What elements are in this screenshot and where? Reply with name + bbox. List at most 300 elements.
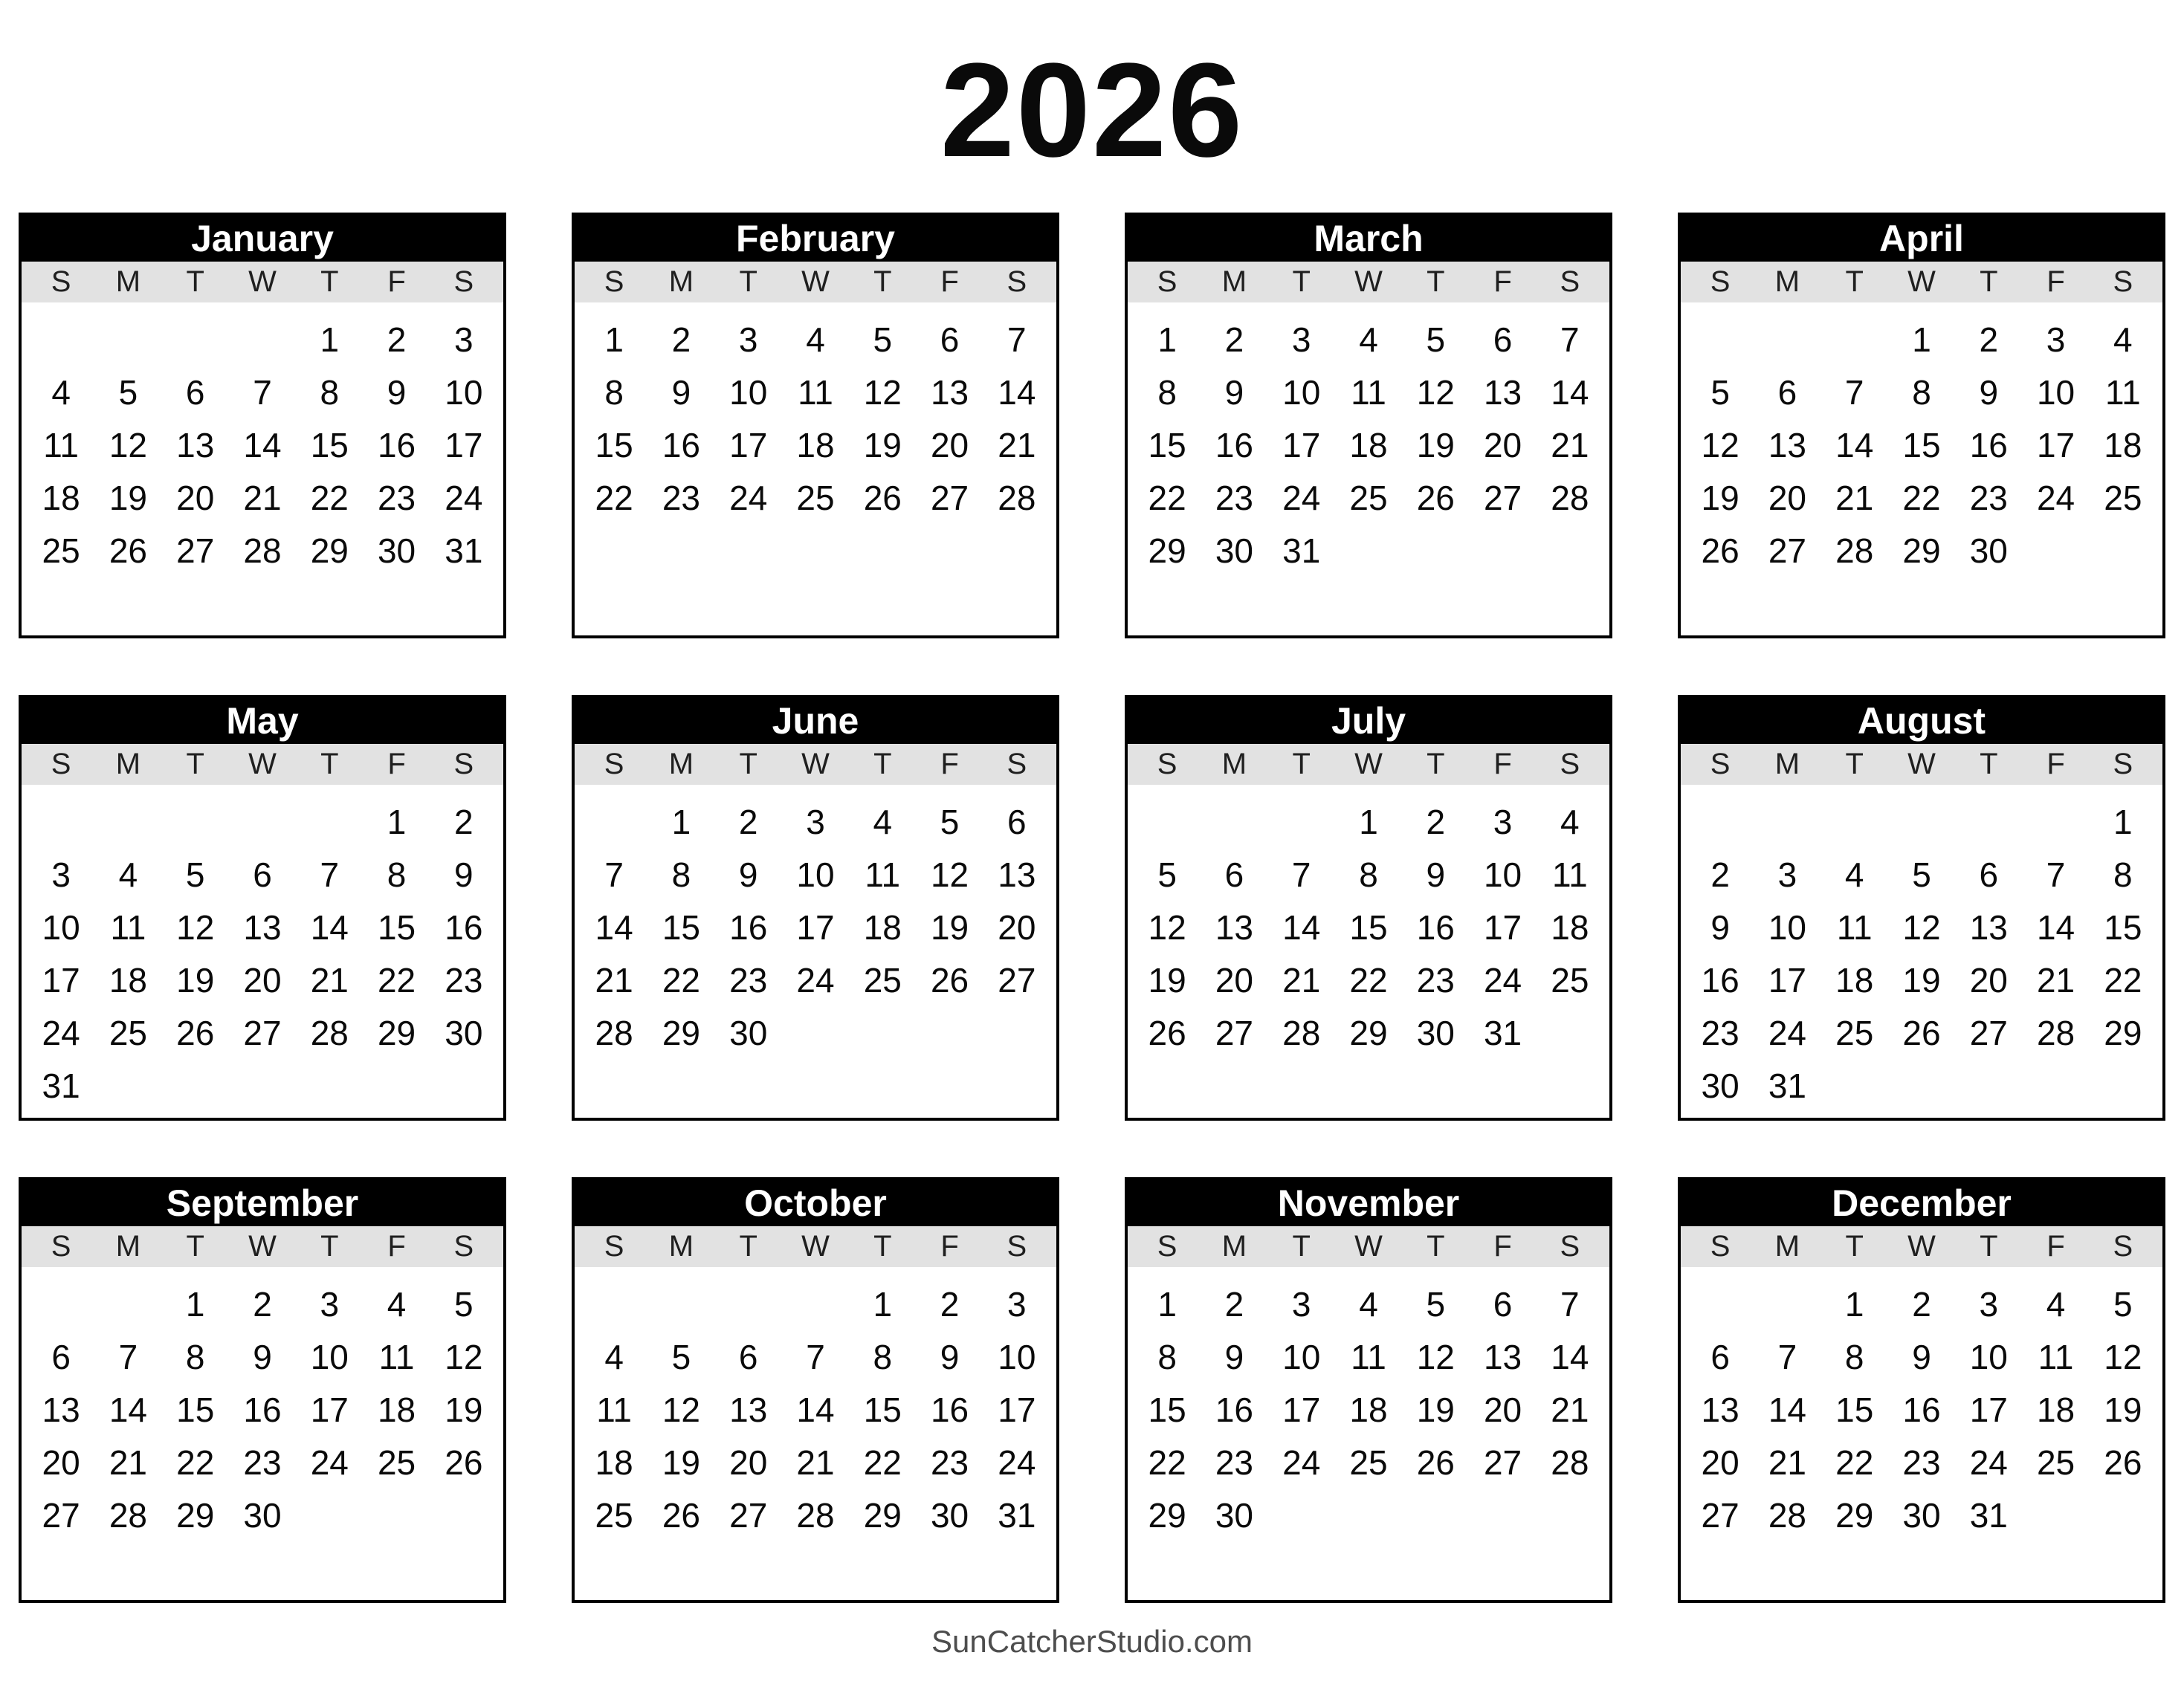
day-cell: 11 — [798, 372, 833, 412]
day-cell: 31 — [1768, 1066, 1806, 1105]
day-cell-empty — [2090, 524, 2156, 577]
weekday-label: W — [1907, 265, 1936, 298]
day-cell-empty — [1888, 577, 1955, 629]
day-cell: 29 — [176, 1495, 215, 1535]
weekday-label: T — [873, 265, 892, 298]
day-cell-empty — [782, 1278, 849, 1330]
weekday-label: S — [2113, 265, 2133, 298]
day-cell: 24 — [729, 478, 768, 517]
day-cell: 14 — [1282, 907, 1321, 947]
month-title: February — [575, 216, 1056, 262]
day-cell: 6 — [1493, 320, 1513, 359]
day-cell: 4 — [1560, 802, 1580, 841]
day-cell: 14 — [310, 907, 349, 947]
day-cell: 2 — [1912, 1284, 1931, 1324]
day-cell-empty — [363, 1541, 430, 1594]
day-cell: 18 — [109, 960, 147, 1000]
month-september — [19, 1177, 506, 1603]
day-cell: 16 — [729, 907, 768, 947]
days-grid — [1681, 302, 2162, 635]
day-cell: 17 — [1282, 425, 1321, 464]
day-cell: 11 — [865, 855, 901, 894]
day-cell: 31 — [1483, 1013, 1522, 1052]
day-cell-empty — [1402, 577, 1469, 629]
day-cell: 1 — [2113, 802, 2133, 841]
day-cell: 6 — [738, 1337, 758, 1376]
weekday-label: M — [115, 748, 141, 780]
day-cell: 1 — [1157, 1284, 1177, 1324]
day-cell: 10 — [796, 855, 835, 894]
weekday-label: S — [51, 1230, 71, 1263]
weekday-label: M — [1774, 748, 1800, 780]
day-cell-empty — [229, 313, 296, 366]
days-grid — [22, 302, 503, 635]
day-cell: 17 — [729, 425, 768, 464]
day-cell-empty — [782, 1541, 849, 1594]
day-cell-empty — [782, 1059, 849, 1112]
weekday-header — [575, 1226, 1056, 1267]
day-cell-empty — [94, 795, 161, 848]
day-cell: 16 — [1416, 907, 1455, 947]
day-cell-empty — [1335, 1059, 1402, 1112]
day-cell: 20 — [930, 425, 969, 464]
weekday-label: T — [739, 1230, 757, 1263]
day-cell-empty — [2090, 1059, 2156, 1112]
weekday-label: S — [604, 265, 624, 298]
weekday-label: F — [1493, 265, 1512, 298]
day-cell: 9 — [738, 855, 758, 894]
day-cell: 3 — [454, 320, 474, 359]
day-cell: 8 — [1157, 1337, 1177, 1376]
day-cell: 2 — [387, 320, 407, 359]
weekday-label: S — [1157, 265, 1177, 298]
weekday-header — [22, 1226, 503, 1267]
day-cell: 7 — [2046, 855, 2066, 894]
day-cell: 20 — [1483, 425, 1522, 464]
days-grid — [1681, 1267, 2162, 1600]
day-cell-empty — [916, 1059, 983, 1112]
day-cell-empty — [1134, 795, 1201, 848]
weekday-label: W — [1354, 748, 1383, 780]
day-cell: 25 — [2104, 478, 2142, 517]
day-cell: 3 — [320, 1284, 340, 1324]
day-cell: 28 — [1282, 1013, 1321, 1052]
month-august — [1678, 695, 2165, 1121]
day-cell-empty — [849, 577, 916, 629]
weekday-label: F — [940, 265, 959, 298]
day-cell: 5 — [1426, 1284, 1446, 1324]
day-cell: 29 — [1349, 1013, 1388, 1052]
day-cell: 24 — [1282, 1442, 1321, 1482]
day-cell: 16 — [930, 1390, 969, 1429]
day-cell: 5 — [940, 802, 960, 841]
weekday-label: T — [1427, 1230, 1445, 1263]
day-cell-empty — [1821, 313, 1888, 366]
day-cell: 3 — [2046, 320, 2066, 359]
day-cell-empty — [1268, 1059, 1335, 1112]
day-cell: 19 — [662, 1442, 700, 1482]
month-title: November — [1128, 1180, 1609, 1226]
day-cell: 25 — [377, 1442, 416, 1482]
day-cell: 2 — [738, 802, 758, 841]
day-cell-empty — [162, 313, 229, 366]
day-cell: 17 — [1969, 1390, 2008, 1429]
day-cell: 31 — [42, 1066, 80, 1105]
day-cell-empty — [1469, 1489, 1536, 1541]
day-cell: 15 — [377, 907, 416, 947]
day-cell-empty — [983, 1006, 1050, 1059]
day-cell: 10 — [42, 907, 80, 947]
day-cell-empty — [2090, 1489, 2156, 1541]
day-cell: 30 — [445, 1013, 483, 1052]
day-cell: 23 — [445, 960, 483, 1000]
day-cell: 30 — [243, 1495, 282, 1535]
day-cell: 23 — [243, 1442, 282, 1482]
day-cell: 12 — [1701, 425, 1739, 464]
day-cell-empty — [581, 1541, 647, 1594]
day-cell: 25 — [1551, 960, 1589, 1000]
day-cell-empty — [1888, 1059, 1955, 1112]
day-cell-empty — [983, 1059, 1050, 1112]
days-grid — [575, 302, 1056, 635]
day-cell: 16 — [445, 907, 483, 947]
day-cell: 4 — [873, 802, 893, 841]
day-cell-empty — [1821, 1059, 1888, 1112]
day-cell-empty — [1201, 795, 1267, 848]
day-cell: 14 — [243, 425, 282, 464]
day-cell: 5 — [873, 320, 893, 359]
day-cell: 30 — [1215, 531, 1253, 570]
month-title: May — [22, 698, 503, 744]
day-cell: 9 — [253, 1337, 272, 1376]
day-cell-empty — [2022, 1489, 2089, 1541]
weekday-header — [1128, 262, 1609, 302]
day-cell: 16 — [243, 1390, 282, 1429]
day-cell: 16 — [1969, 425, 2008, 464]
day-cell-empty — [1955, 577, 2022, 629]
day-cell: 10 — [1282, 1337, 1321, 1376]
day-cell: 5 — [1426, 320, 1446, 359]
weekday-header — [1681, 1226, 2162, 1267]
day-cell: 25 — [796, 478, 835, 517]
day-cell: 28 — [1551, 478, 1589, 517]
weekday-label: S — [1560, 265, 1580, 298]
day-cell: 28 — [1835, 531, 1874, 570]
month-february — [572, 213, 1059, 638]
weekday-label: S — [2113, 748, 2133, 780]
day-cell: 31 — [1282, 531, 1321, 570]
weekday-label: T — [873, 1230, 892, 1263]
day-cell: 12 — [176, 907, 215, 947]
day-cell: 3 — [1007, 1284, 1027, 1324]
day-cell: 17 — [445, 425, 483, 464]
day-cell: 21 — [1835, 478, 1874, 517]
day-cell: 27 — [998, 960, 1036, 1000]
day-cell: 27 — [1215, 1013, 1253, 1052]
year-title: 2026 — [940, 36, 1244, 185]
day-cell: 22 — [1835, 1442, 1874, 1482]
day-cell: 4 — [51, 372, 71, 412]
day-cell-empty — [581, 1059, 647, 1112]
day-cell-empty — [1687, 1541, 1754, 1594]
day-cell: 23 — [377, 478, 416, 517]
day-cell: 3 — [738, 320, 758, 359]
days-grid — [1681, 785, 2162, 1118]
day-cell-empty — [782, 577, 849, 629]
day-cell-empty — [1134, 1059, 1201, 1112]
day-cell-empty — [647, 1059, 714, 1112]
weekday-label: T — [1980, 748, 1998, 780]
month-january — [19, 213, 506, 638]
weekday-label: T — [1292, 265, 1311, 298]
day-cell-empty — [849, 1541, 916, 1594]
day-cell-empty — [1335, 577, 1402, 629]
day-cell-empty — [916, 577, 983, 629]
weekday-label: T — [1292, 1230, 1311, 1263]
day-cell: 24 — [1768, 1013, 1806, 1052]
day-cell: 7 — [118, 1337, 138, 1376]
day-cell-empty — [1469, 1059, 1536, 1112]
day-cell: 25 — [595, 1495, 633, 1535]
day-cell: 12 — [1902, 907, 1941, 947]
day-cell-empty — [581, 1278, 647, 1330]
day-cell: 20 — [243, 960, 282, 1000]
day-cell: 11 — [1836, 907, 1873, 947]
day-cell-empty — [849, 524, 916, 577]
day-cell-empty — [1537, 1059, 1603, 1112]
day-cell: 3 — [806, 802, 825, 841]
day-cell: 15 — [1148, 425, 1186, 464]
day-cell: 7 — [1291, 855, 1311, 894]
day-cell-empty — [1537, 1541, 1603, 1594]
day-cell: 29 — [2104, 1013, 2142, 1052]
day-cell: 15 — [662, 907, 700, 947]
day-cell-empty — [2022, 577, 2089, 629]
day-cell-empty — [28, 1278, 94, 1330]
day-cell-empty — [581, 524, 647, 577]
weekday-header — [1128, 744, 1609, 785]
day-cell-empty — [1687, 313, 1754, 366]
weekday-label: W — [1354, 265, 1383, 298]
day-cell-empty — [229, 1541, 296, 1594]
day-cell: 19 — [109, 478, 147, 517]
day-cell: 22 — [1148, 1442, 1186, 1482]
weekday-header — [1681, 744, 2162, 785]
day-cell: 24 — [796, 960, 835, 1000]
day-cell: 6 — [1979, 855, 1999, 894]
day-cell: 26 — [1902, 1013, 1941, 1052]
day-cell: 7 — [604, 855, 624, 894]
day-cell-empty — [1537, 1006, 1603, 1059]
day-cell-empty — [1888, 1541, 1955, 1594]
weekday-label: S — [1560, 748, 1580, 780]
day-cell-empty — [430, 1541, 497, 1594]
day-cell: 21 — [243, 478, 282, 517]
day-cell: 27 — [176, 531, 215, 570]
weekday-label: M — [668, 748, 694, 780]
day-cell-empty — [363, 1059, 430, 1112]
day-cell: 29 — [1148, 1495, 1186, 1535]
day-cell-empty — [430, 577, 497, 629]
month-title: August — [1681, 698, 2162, 744]
day-cell: 29 — [377, 1013, 416, 1052]
day-cell: 7 — [806, 1337, 825, 1376]
day-cell: 16 — [1902, 1390, 1941, 1429]
day-cell: 12 — [109, 425, 147, 464]
day-cell-empty — [363, 577, 430, 629]
day-cell: 5 — [1912, 855, 1931, 894]
day-cell: 30 — [930, 1495, 969, 1535]
day-cell-empty — [715, 1278, 782, 1330]
day-cell: 10 — [1483, 855, 1522, 894]
day-cell: 5 — [185, 855, 205, 894]
day-cell: 20 — [1483, 1390, 1522, 1429]
day-cell-empty — [1821, 795, 1888, 848]
day-cell: 6 — [1777, 372, 1797, 412]
day-cell: 27 — [42, 1495, 80, 1535]
day-cell-empty — [2090, 1541, 2156, 1594]
day-cell: 9 — [387, 372, 407, 412]
weekday-label: S — [1560, 1230, 1580, 1263]
day-cell: 6 — [51, 1337, 71, 1376]
day-cell-empty — [94, 577, 161, 629]
weekday-header — [22, 262, 503, 302]
day-cell: 4 — [1844, 855, 1864, 894]
day-cell: 1 — [387, 802, 407, 841]
day-cell: 23 — [1215, 478, 1253, 517]
day-cell: 4 — [604, 1337, 624, 1376]
day-cell: 31 — [1969, 1495, 2008, 1535]
day-cell: 27 — [729, 1495, 768, 1535]
day-cell: 15 — [595, 425, 633, 464]
day-cell: 10 — [729, 372, 768, 412]
day-cell: 10 — [1282, 372, 1321, 412]
day-cell: 2 — [253, 1284, 272, 1324]
day-cell: 16 — [377, 425, 416, 464]
day-cell-empty — [1469, 1541, 1536, 1594]
weekday-label: F — [2046, 748, 2065, 780]
day-cell: 2 — [1979, 320, 1999, 359]
day-cell: 5 — [2113, 1284, 2133, 1324]
day-cell: 30 — [1215, 1495, 1253, 1535]
day-cell: 18 — [2104, 425, 2142, 464]
month-april — [1678, 213, 2165, 638]
day-cell: 15 — [1148, 1390, 1186, 1429]
day-cell: 19 — [863, 425, 902, 464]
day-cell: 15 — [176, 1390, 215, 1429]
day-cell: 24 — [998, 1442, 1036, 1482]
day-cell: 25 — [1349, 478, 1388, 517]
day-cell: 25 — [1835, 1013, 1874, 1052]
day-cell: 11 — [378, 1337, 415, 1376]
day-cell-empty — [296, 577, 363, 629]
day-cell: 17 — [310, 1390, 349, 1429]
weekday-label: F — [2046, 1230, 2065, 1263]
day-cell: 3 — [1979, 1284, 1999, 1324]
day-cell: 29 — [863, 1495, 902, 1535]
day-cell-empty — [94, 313, 161, 366]
days-grid — [1128, 785, 1609, 1118]
day-cell-empty — [715, 1059, 782, 1112]
day-cell: 22 — [310, 478, 349, 517]
day-cell-empty — [647, 577, 714, 629]
day-cell: 4 — [806, 320, 825, 359]
day-cell: 29 — [1835, 1495, 1874, 1535]
day-cell: 3 — [1777, 855, 1797, 894]
day-cell-empty — [916, 1006, 983, 1059]
day-cell-empty — [2022, 1059, 2089, 1112]
weekday-label: T — [1845, 1230, 1864, 1263]
day-cell-empty — [1754, 577, 1820, 629]
day-cell: 19 — [176, 960, 215, 1000]
weekday-label: W — [801, 748, 830, 780]
day-cell: 19 — [445, 1390, 483, 1429]
day-cell: 26 — [1148, 1013, 1186, 1052]
day-cell-empty — [296, 1541, 363, 1594]
day-cell: 28 — [1768, 1495, 1806, 1535]
day-cell: 5 — [671, 1337, 691, 1376]
day-cell-empty — [28, 1541, 94, 1594]
day-cell: 5 — [454, 1284, 474, 1324]
day-cell: 11 — [1551, 855, 1588, 894]
day-cell: 15 — [1349, 907, 1388, 947]
day-cell: 27 — [1969, 1013, 2008, 1052]
day-cell: 21 — [796, 1442, 835, 1482]
day-cell: 9 — [1426, 855, 1446, 894]
day-cell: 21 — [1768, 1442, 1806, 1482]
weekday-header — [22, 744, 503, 785]
weekday-header — [1681, 262, 2162, 302]
days-grid — [22, 1267, 503, 1600]
day-cell-empty — [1888, 795, 1955, 848]
day-cell: 19 — [1148, 960, 1186, 1000]
day-cell-empty — [1469, 524, 1536, 577]
days-grid — [1128, 1267, 1609, 1600]
day-cell-empty — [916, 1541, 983, 1594]
day-cell: 13 — [1483, 372, 1522, 412]
day-cell: 21 — [998, 425, 1036, 464]
day-cell-empty — [229, 577, 296, 629]
day-cell-empty — [162, 1541, 229, 1594]
day-cell: 4 — [118, 855, 138, 894]
weekday-label: T — [1845, 265, 1864, 298]
day-cell: 20 — [1768, 478, 1806, 517]
day-cell: 11 — [596, 1390, 633, 1429]
days-grid — [575, 785, 1056, 1118]
day-cell: 10 — [1768, 907, 1806, 947]
weekday-label: T — [320, 1230, 339, 1263]
weekday-label: S — [1007, 1230, 1027, 1263]
day-cell-empty — [1134, 577, 1201, 629]
day-cell: 6 — [1710, 1337, 1730, 1376]
day-cell: 27 — [930, 478, 969, 517]
day-cell: 1 — [873, 1284, 893, 1324]
weekday-label: M — [668, 265, 694, 298]
weekday-label: W — [1354, 1230, 1383, 1263]
day-cell: 24 — [445, 478, 483, 517]
day-cell: 29 — [662, 1013, 700, 1052]
weekday-label: S — [604, 748, 624, 780]
weekday-label: M — [1221, 265, 1247, 298]
day-cell-empty — [1754, 795, 1820, 848]
day-cell-empty — [1754, 1541, 1820, 1594]
day-cell: 13 — [998, 855, 1036, 894]
day-cell: 6 — [185, 372, 205, 412]
day-cell: 25 — [109, 1013, 147, 1052]
day-cell: 12 — [930, 855, 969, 894]
weekday-label: S — [1710, 1230, 1731, 1263]
day-cell: 8 — [1157, 372, 1177, 412]
